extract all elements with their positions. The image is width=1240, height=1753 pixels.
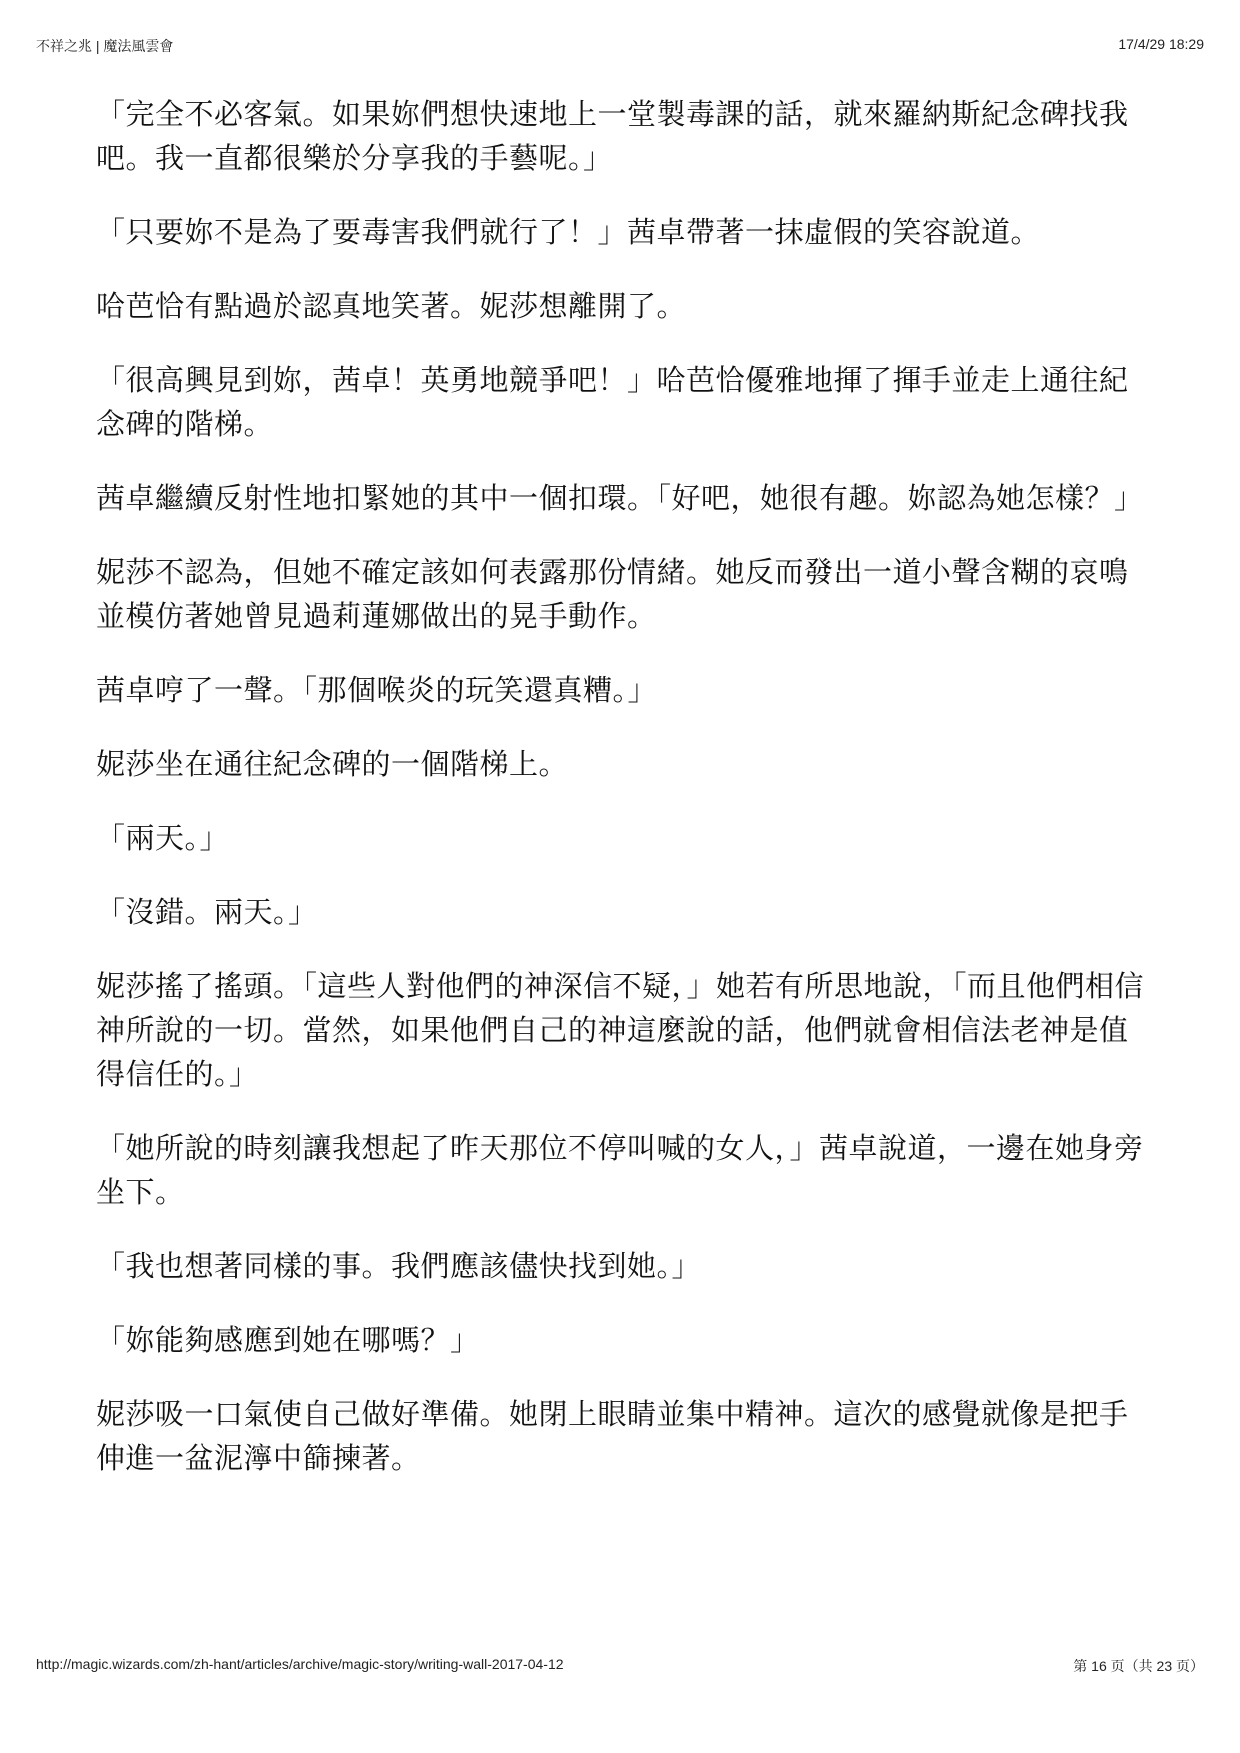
page-title: 不祥之兆 | 魔法風雲會: [36, 38, 174, 54]
print-footer: [36, 1656, 1204, 1676]
paragraph: 「兩天。」: [96, 821, 230, 855]
paragraph: 妮莎不認為，但她不確定該如何表露那份情緒。她反而發出一道小聲含糊的哀鳴並模仿著她曾見過莉蓮娜做出的晃手動作。: [96, 555, 1129, 633]
paragraph: 茜卓繼續反射性地扣緊她的其中一個扣環。「好吧，她很有趣。妳認為她怎樣？」: [96, 481, 1144, 515]
print-datetime: 17/4/29 18:29: [1118, 36, 1204, 52]
paragraph: 「很高興見到妳，茜卓！英勇地競爭吧！」哈芭恰優雅地揮了揮手並走上通往紀念碑的階梯。: [96, 363, 1129, 441]
print-header: [36, 36, 1204, 56]
paragraph: 「她所說的時刻讓我想起了昨天那位不停叫喊的女人，」茜卓說道，一邊在她身旁坐下。: [96, 1131, 1144, 1209]
paragraph: 妮莎搖了搖頭。「這些人對他們的神深信不疑，」她若有所思地說，「而且他們相信神所說的一切。當然，如果他們自己的神這麼說的話，他們就會相信法老神是值得信任的。」: [96, 969, 1145, 1091]
paragraph: 「我也想著同樣的事。我們應該儘快找到她。」: [96, 1249, 702, 1283]
paragraph: 哈芭恰有點過於認真地笑著。妮莎想離開了。: [96, 289, 687, 323]
article-body: [96, 92, 1148, 1510]
paragraph: 「沒錯。兩天。」: [96, 895, 318, 929]
paragraph: 茜卓哼了一聲。「那個喉炎的玩笑還真糟。」: [96, 673, 658, 707]
page-url: http://magic.wizards.com/zh-hant/articles/archive/magic-story/writing-wall-2017-04-12: [36, 1656, 564, 1672]
paragraph: 妮莎吸一口氣使自己做好準備。她閉上眼睛並集中精神。這次的感覺就像是把手伸進一盆泥濘中篩揀著。: [96, 1397, 1129, 1475]
paragraph: 「只要妳不是為了要毒害我們就行了！」茜卓帶著一抹虛假的笑容說道。: [96, 215, 1041, 249]
paragraph: 「完全不必客氣。如果妳們想快速地上一堂製毒課的話，就來羅納斯紀念碑找我吧。我一直都很樂於分享我的手藝呢。」: [96, 97, 1129, 175]
paragraph: 妮莎坐在通往紀念碑的一個階梯上。: [96, 747, 569, 781]
paragraph: 「妳能夠感應到她在哪嗎？」: [96, 1323, 480, 1357]
page-number: 第 16 页（共 23 页）: [1073, 1658, 1204, 1674]
